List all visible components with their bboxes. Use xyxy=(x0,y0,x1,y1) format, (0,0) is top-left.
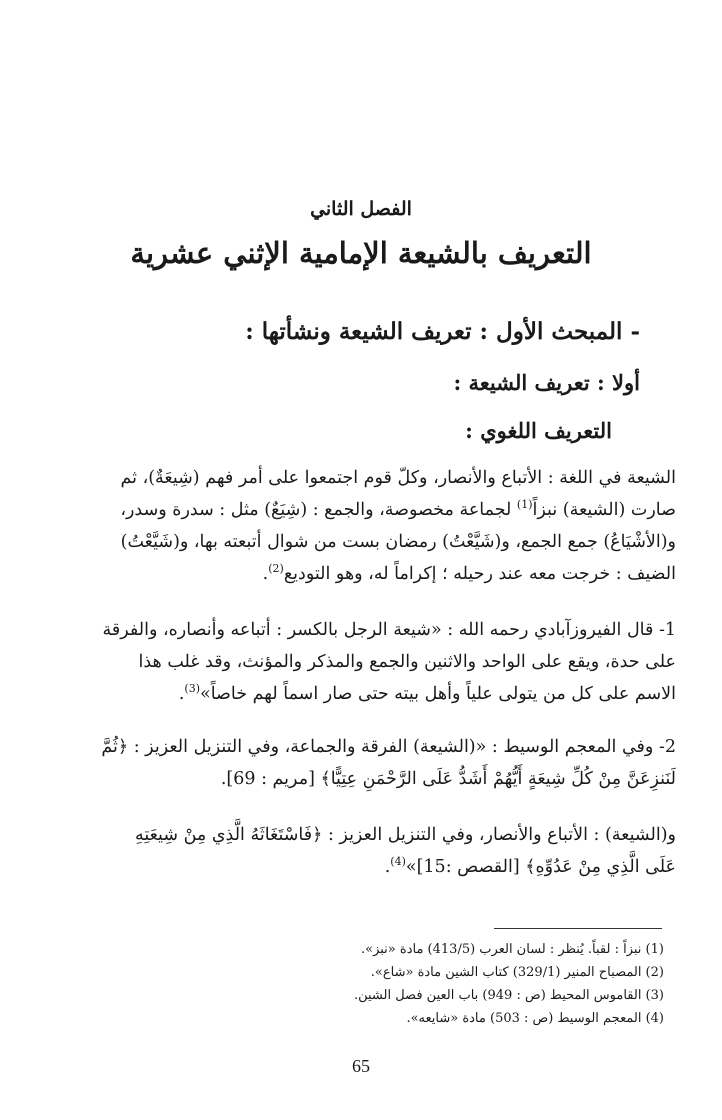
footnote-1: (1) نبزاً : لقباً. يُنظر : لسان العرب (413/5) مادة «نبز». xyxy=(361,942,664,957)
paragraph-linguistic-definition xyxy=(46,462,676,590)
paragraph-firuzabadi-quote xyxy=(46,614,676,710)
footnote-3: (3) القاموس المحيط (ص : 949) باب العين فصل الشين. xyxy=(353,988,664,1003)
footnote-ref-3[interactable]: (3) xyxy=(184,682,201,696)
section-heading: - المبحث الأول : تعريف الشيعة ونشأتها : xyxy=(245,318,640,345)
footnote-4: (4) المعجم الوسيط (ص : 503) مادة «شايعه». xyxy=(406,1011,664,1026)
text-run: لجماعة مخصوصة، والجمع : (شِيَعٌ) مثل : سدرة وسدر، xyxy=(120,500,517,520)
subsubsection-heading: التعريف اللغوي : xyxy=(465,418,612,443)
text-run: عَلَى الَّذِي مِنْ عَدُوِّهِ﴾ [القصص :15]» xyxy=(405,857,676,877)
paragraph-line: على حدة، ويقع على الواحد والاثنين والجمع والمذكر والمؤنث، وقد غلب هذا xyxy=(138,652,676,672)
subsection-heading: أولا : تعريف الشيعة : xyxy=(453,370,640,395)
text-run: الاسم على كل من يتولى علياً وأهل بيته حتى صار اسماً لهم خاصاً» xyxy=(200,684,676,704)
chapter-label: الفصل الثاني xyxy=(310,198,412,220)
footnote-2: (2) المصباح المنير (329/1) كتاب الشين مادة «شاع». xyxy=(370,965,664,980)
footnote-ref-2[interactable]: (2) xyxy=(268,562,284,576)
paragraph-line: و(الشيعة) : الأتباع والأنصار، وفي التنزيل العزيز : ﴿فَاسْتَغَاثَهُ الَّذِي مِنْ شِيعَتِهِ xyxy=(134,825,676,845)
chapter-title: التعريف بالشيعة الإمامية الإثني عشرية xyxy=(130,236,592,270)
page-number: 65 xyxy=(352,1056,370,1076)
paragraph-line: 1- قال الفيروزآبادي رحمه الله : «شيعة الرجل بالكسر : أتباعه وأنصاره، والفرقة xyxy=(102,620,676,640)
text-run: . xyxy=(262,564,269,584)
footnote-ref-4[interactable]: (4) xyxy=(390,855,406,869)
paragraph-line xyxy=(46,851,676,883)
paragraph-wasit-continued xyxy=(46,819,676,883)
paragraph-line xyxy=(46,678,676,710)
paragraph-wasit-quote xyxy=(46,731,676,795)
text-run: . xyxy=(178,684,185,704)
paragraph-line: و(الأشْيَاعُ) جمع الجمع، و(شَيَّعْتُ) رمضان بست من شوال أتبعته بها، و(شَيَّعْتُ) xyxy=(120,532,676,552)
footnotes xyxy=(44,938,664,1030)
paragraph-line: الشيعة في اللغة : الأتباع والأنصار، وكلّ قوم اجتمعوا على أمر فهم (شِيعَةٌ)، ثم xyxy=(120,468,676,488)
footnote-ref-1[interactable]: (1) xyxy=(516,498,533,512)
paragraph-line: لَنَنزِعَنَّ مِنْ كُلِّ شِيعَةٍ أَيُّهُمْ أَشَدُّ عَلَى الرَّحْمَنِ عِتِيًّا﴾ [مريم : 69]. xyxy=(220,769,676,789)
text-run: صارت (الشيعة) نبزاً xyxy=(532,500,676,520)
text-run: . xyxy=(384,857,391,877)
paragraph-line xyxy=(46,558,676,590)
text-run: الضيف : خرجت معه عند رحيله ؛ إكراماً له، وهو التوديع xyxy=(283,564,676,584)
paragraph-line: 2- وفي المعجم الوسيط : «(الشيعة) الفرقة والجماعة، وفي التنزيل العزيز : ﴿ثُمَّ xyxy=(101,737,676,757)
paragraph-line xyxy=(46,494,676,526)
footnote-divider xyxy=(494,928,662,929)
